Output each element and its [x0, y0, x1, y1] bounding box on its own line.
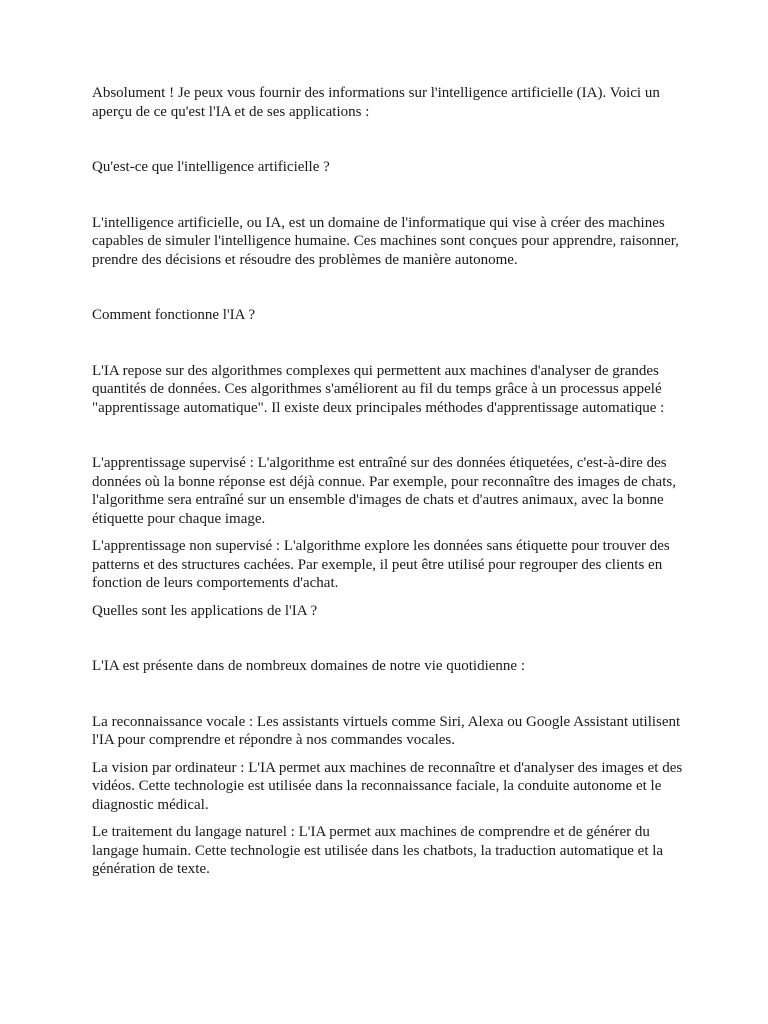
intro-paragraph: Absolument ! Je peux vous fournir des informations sur l'intelligence artificielle (IA). Voici un aperçu de ce qu'est l'IA et de ses applications : — [92, 85, 660, 120]
list-item-supervised-learning: L'apprentissage supervisé : L'algorithme est entraîné sur des données étiquetées, c'est-à-dire des données où la bonne réponse est déjà connue. Par exemple, pour reconnaître des images de chats, l'algorithme sera entraîné sur un ensemble d'images de chats et d'autres animaux, avec la bonne étiquette pour chaque image. — [92, 455, 676, 527]
heading-what-is-ai: Qu'est-ce que l'intelligence artificielle ? — [92, 159, 330, 175]
list-item-computer-vision: La vision par ordinateur : L'IA permet aux machines de reconnaître et d'analyser des images et des vidéos. Cette technologie est utilisée dans la reconnaissance faciale, la conduite autonome et le diagnostic médical. — [92, 759, 683, 813]
list-item-unsupervised-learning: L'apprentissage non supervisé : L'algorithme explore les données sans étiquette pour trouver des patterns et des structures cachées. Par exemple, il peut être utilisé pour regrouper des clients en fonction de leurs comportements d'achat. — [92, 538, 670, 591]
list-item-natural-language-processing: Le traitement du langage naturel : L'IA permet aux machines de comprendre et de générer du langage humain. Cette technologie est utilisée dans les chatbots, la traduction automatique et la génération de texte. — [92, 824, 664, 877]
paragraph-what-is-ai: L'intelligence artificielle, ou IA, est un domaine de l'informatique qui vise à créer des machines capables de simuler l'intelligence humaine. Ces machines sont conçues pour apprendre, raisonner, prendre des décisions et résoudre des problèmes de manière autonome. — [92, 214, 679, 268]
paragraph-how-ai-works: L'IA repose sur des algorithmes complexes qui permettent aux machines d'analyser de grandes quantités de données. Ces algorithmes s'améliorent au fil du temps grâce à un processus appelé "apprentissage automatique". Il existe deux principales méthodes d'apprentissage automatique : — [92, 362, 665, 416]
heading-ai-applications: Quelles sont les applications de l'IA ? — [92, 602, 318, 619]
paragraph-ai-applications: L'IA est présente dans de nombreux domaines de notre vie quotidienne : — [92, 658, 526, 674]
heading-how-ai-works: Comment fonctionne l'IA ? — [92, 307, 256, 323]
list-item-voice-recognition: La reconnaissance vocale : Les assistants virtuels comme Siri, Alexa ou Google Assistant utilisent l'IA pour comprendre et répondre à nos commandes vocales. — [92, 713, 681, 748]
document-page — [92, 84, 684, 879]
